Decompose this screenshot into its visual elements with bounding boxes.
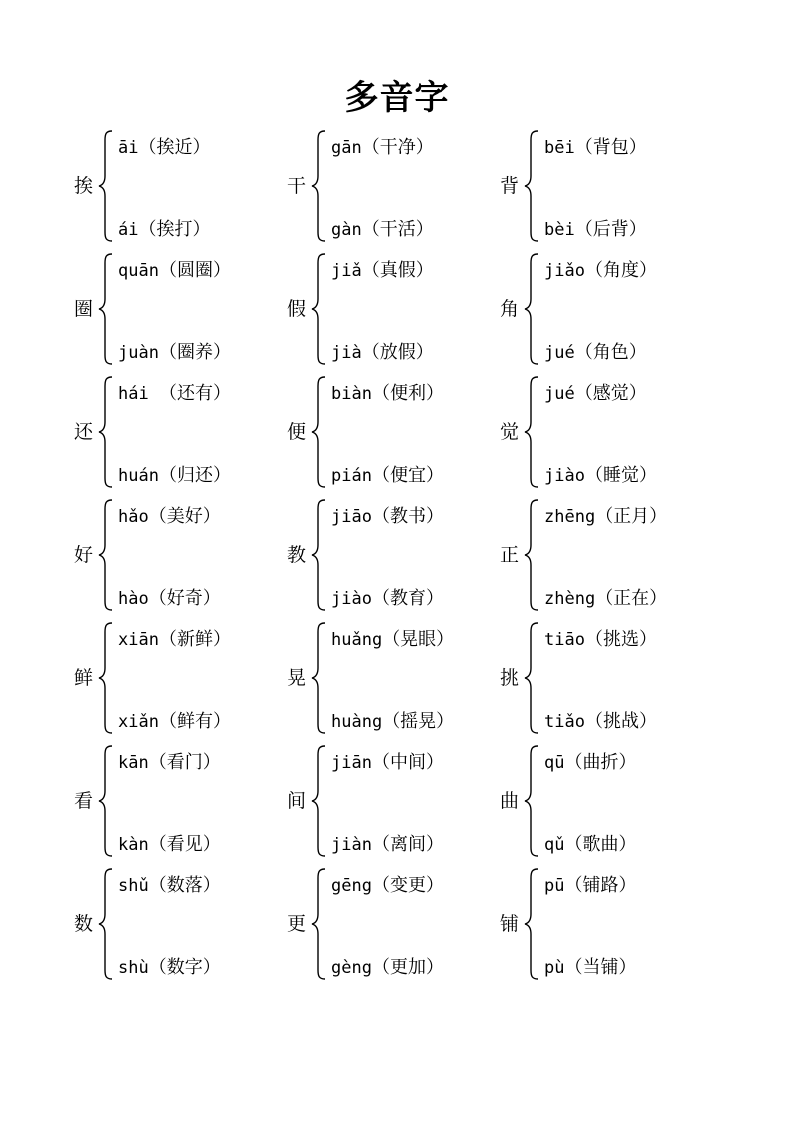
polyphone-entry <box>74 374 284 490</box>
reading-first <box>544 629 657 651</box>
polyphone-entry <box>287 866 497 982</box>
example-word: （挨打） <box>138 219 211 240</box>
pinyin: qǔ <box>544 835 565 855</box>
brace <box>311 130 327 242</box>
example-word: （真假） <box>361 260 434 281</box>
brace <box>524 130 540 242</box>
example-word: （中间） <box>371 752 444 773</box>
brace <box>98 253 114 365</box>
example-word: （美好） <box>148 506 221 527</box>
example-word: （干净） <box>361 137 434 158</box>
pinyin: kàn <box>118 835 149 855</box>
pinyin: huǎng <box>331 630 383 650</box>
pinyin: jué <box>544 343 575 363</box>
reading-second <box>331 465 444 487</box>
reading-second <box>544 342 647 364</box>
brace <box>98 622 114 734</box>
example-word: （干活） <box>361 219 434 240</box>
reading-first <box>118 137 210 159</box>
reading-first <box>331 506 444 528</box>
pinyin: jiān <box>331 753 372 773</box>
example-word: （角度） <box>584 260 657 281</box>
polyphone-entry <box>74 743 284 859</box>
polyphone-entry <box>287 743 497 859</box>
brace <box>311 868 327 980</box>
pinyin: hǎo <box>118 507 149 527</box>
pinyin: xiǎn <box>118 712 159 732</box>
pinyin: gèng <box>331 958 372 978</box>
pinyin: ái <box>118 220 139 240</box>
example-word: （数落） <box>148 875 221 896</box>
reading-first <box>544 875 636 897</box>
reading-second <box>118 342 231 364</box>
polyphone-entry <box>74 251 284 367</box>
example-word: （放假） <box>361 342 434 363</box>
polyphone-entry <box>500 251 710 367</box>
reading-second <box>118 465 231 487</box>
polyphone-character: 晃 <box>287 667 307 689</box>
pinyin: hào <box>118 589 149 609</box>
pinyin: jué <box>544 384 575 404</box>
polyphone-entry <box>500 620 710 736</box>
polyphone-entry <box>74 866 284 982</box>
pinyin: tiǎo <box>544 712 585 732</box>
example-word: （正在） <box>595 588 668 609</box>
pinyin: pián <box>331 466 372 486</box>
example-word: （教书） <box>371 506 444 527</box>
example-word: （好奇） <box>148 588 221 609</box>
example-word: （归还） <box>158 465 231 486</box>
pinyin: jiào <box>331 589 372 609</box>
polyphone-entry <box>74 497 284 613</box>
polyphone-entry <box>287 620 497 736</box>
reading-second <box>544 957 636 979</box>
example-word: （鲜有） <box>158 711 231 732</box>
reading-second <box>331 957 444 979</box>
pinyin: huán <box>118 466 159 486</box>
polyphone-character: 角 <box>500 298 520 320</box>
pinyin: shǔ <box>118 876 149 896</box>
reading-second <box>331 711 454 733</box>
pinyin: biàn <box>331 384 372 404</box>
brace <box>98 499 114 611</box>
reading-first <box>118 383 231 405</box>
example-word: （挑选） <box>584 629 657 650</box>
pinyin: xiān <box>118 630 159 650</box>
polyphone-character: 背 <box>500 175 520 197</box>
reading-first <box>118 506 221 528</box>
reading-second <box>331 588 444 610</box>
pinyin: qū <box>544 753 565 773</box>
reading-first <box>331 383 444 405</box>
polyphone-character: 圈 <box>74 298 94 320</box>
pinyin: āi <box>118 138 139 158</box>
pinyin: gēng <box>331 876 372 896</box>
pinyin: quān <box>118 261 159 281</box>
reading-first <box>118 752 221 774</box>
brace <box>311 253 327 365</box>
brace <box>524 253 540 365</box>
reading-first <box>544 506 667 528</box>
polyphone-character: 教 <box>287 544 307 566</box>
example-word: （便利） <box>371 383 444 404</box>
reading-first <box>331 752 444 774</box>
polyphone-entry <box>287 374 497 490</box>
polyphone-character: 便 <box>287 421 307 443</box>
pinyin: jià <box>331 343 362 363</box>
example-word: （角色） <box>574 342 647 363</box>
polyphone-entry <box>500 497 710 613</box>
polyphone-entry <box>500 866 710 982</box>
pinyin: jiào <box>544 466 585 486</box>
brace <box>98 130 114 242</box>
pinyin: gān <box>331 138 362 158</box>
example-word: （曲折） <box>564 752 637 773</box>
pinyin: huàng <box>331 712 383 732</box>
example-word: （正月） <box>595 506 668 527</box>
brace <box>311 376 327 488</box>
polyphone-character: 好 <box>74 544 94 566</box>
reading-first <box>544 383 647 405</box>
pinyin: shù <box>118 958 149 978</box>
example-word: （歌曲） <box>564 834 637 855</box>
example-word: （摇晃） <box>382 711 455 732</box>
pinyin: juàn <box>118 343 159 363</box>
reading-first <box>544 752 636 774</box>
polyphone-character: 觉 <box>500 421 520 443</box>
brace <box>98 868 114 980</box>
polyphone-character: 更 <box>287 913 307 935</box>
example-word: （看门） <box>148 752 221 773</box>
pinyin: zhēng <box>544 507 596 527</box>
brace <box>98 376 114 488</box>
brace <box>98 745 114 857</box>
example-word: （离间） <box>371 834 444 855</box>
reading-second <box>118 834 221 856</box>
pinyin: tiāo <box>544 630 585 650</box>
polyphone-character: 数 <box>74 913 94 935</box>
polyphone-entry <box>287 251 497 367</box>
example-word: （圈养） <box>158 342 231 363</box>
reading-first <box>331 875 444 897</box>
example-word: （背包） <box>574 137 647 158</box>
pinyin: jiàn <box>331 835 372 855</box>
polyphone-character: 挑 <box>500 667 520 689</box>
reading-second <box>331 834 444 856</box>
reading-second <box>118 957 221 979</box>
polyphone-character: 干 <box>287 175 307 197</box>
reading-second <box>544 588 667 610</box>
brace <box>524 499 540 611</box>
polyphone-entry <box>500 374 710 490</box>
reading-second <box>544 834 636 856</box>
polyphone-character: 还 <box>74 421 94 443</box>
brace <box>524 622 540 734</box>
brace <box>311 622 327 734</box>
reading-first <box>118 260 231 282</box>
polyphone-character: 铺 <box>500 913 520 935</box>
polyphone-entry <box>500 743 710 859</box>
reading-second <box>118 711 231 733</box>
reading-first <box>331 137 434 159</box>
page-title: 多音字 <box>344 78 450 118</box>
polyphone-character: 假 <box>287 298 307 320</box>
example-word: （新鲜） <box>158 629 231 650</box>
reading-first <box>118 875 221 897</box>
polyphone-character: 鲜 <box>74 667 94 689</box>
example-word: （圆圈） <box>158 260 231 281</box>
reading-second <box>544 465 657 487</box>
reading-first <box>544 137 647 159</box>
polyphone-entry <box>287 128 497 244</box>
example-word: （感觉） <box>574 383 647 404</box>
example-word: （变更） <box>371 875 444 896</box>
pinyin: jiāo <box>331 507 372 527</box>
polyphone-entry <box>74 128 284 244</box>
pinyin: zhèng <box>544 589 596 609</box>
pinyin: bèi <box>544 220 575 240</box>
brace <box>524 376 540 488</box>
reading-second <box>118 588 221 610</box>
reading-first <box>118 629 231 651</box>
example-word: （看见） <box>148 834 221 855</box>
pinyin: pù <box>544 958 565 978</box>
reading-first <box>331 260 434 282</box>
example-word: （后背） <box>574 219 647 240</box>
polyphone-entry <box>74 620 284 736</box>
pinyin: kān <box>118 753 149 773</box>
example-word: （教育） <box>371 588 444 609</box>
polyphone-character: 挨 <box>74 175 94 197</box>
reading-second <box>544 219 647 241</box>
example-word: （数字） <box>148 957 221 978</box>
pinyin: jiǎo <box>544 261 585 281</box>
example-word: （便宜） <box>371 465 444 486</box>
reading-second <box>331 342 434 364</box>
pinyin: pū <box>544 876 565 896</box>
reading-second <box>544 711 657 733</box>
example-word: （更加） <box>371 957 444 978</box>
reading-first <box>544 260 657 282</box>
brace <box>524 745 540 857</box>
example-word: （挑战） <box>584 711 657 732</box>
polyphone-entry <box>500 128 710 244</box>
example-word: （铺路） <box>564 875 637 896</box>
reading-second <box>331 219 434 241</box>
example-word: （当铺） <box>564 957 637 978</box>
reading-second <box>118 219 210 241</box>
brace <box>311 745 327 857</box>
example-word: （挨近） <box>138 137 211 158</box>
pinyin: gàn <box>331 220 362 240</box>
polyphone-character: 间 <box>287 790 307 812</box>
example-word: （晃眼） <box>382 629 455 650</box>
brace <box>311 499 327 611</box>
pinyin: hái <box>118 384 159 404</box>
reading-first <box>331 629 454 651</box>
polyphone-character: 曲 <box>500 790 520 812</box>
pinyin: jiǎ <box>331 261 362 281</box>
example-word: （睡觉） <box>584 465 657 486</box>
polyphone-character: 看 <box>74 790 94 812</box>
polyphone-character: 正 <box>500 544 520 566</box>
example-word: （还有） <box>158 383 231 404</box>
pinyin: bēi <box>544 138 575 158</box>
brace <box>524 868 540 980</box>
polyphone-entry <box>287 497 497 613</box>
